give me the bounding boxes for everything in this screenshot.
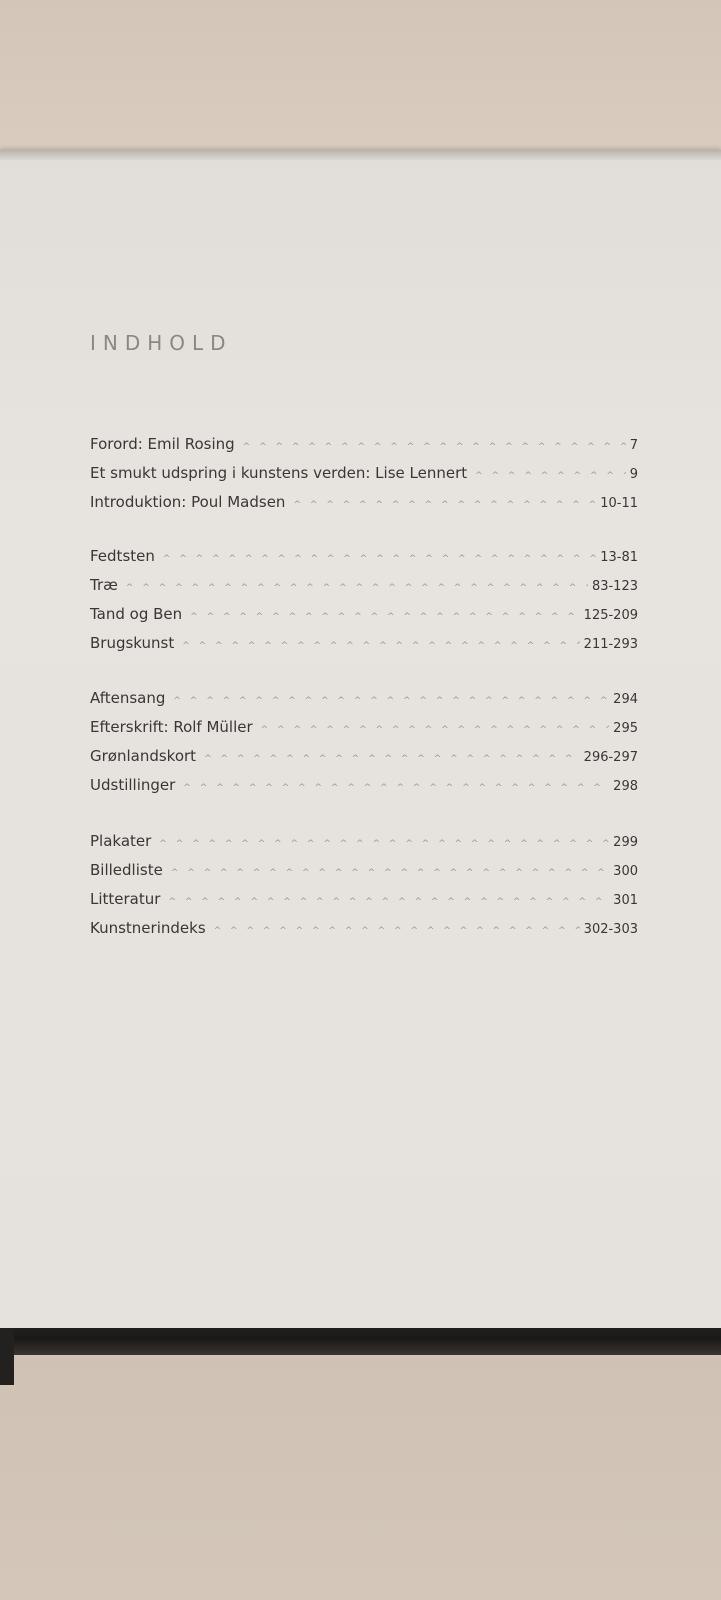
toc-entry-title: Forord: Emil Rosing (90, 435, 235, 453)
toc-entry (90, 547, 638, 576)
toc-entry (90, 890, 638, 919)
page-title: INDHOLD (90, 331, 233, 356)
toc-entry-page: 125-209 (583, 608, 638, 623)
toc-entry-page: 300 (613, 864, 638, 879)
toc-leader (293, 500, 596, 510)
toc-entry-title: Tand og Ben (90, 605, 183, 623)
toc-entry-title: Aftensang (90, 689, 166, 707)
toc-entry-page: 83-123 (591, 579, 638, 594)
toc-entry-title: Kunstnerindeks (90, 919, 206, 937)
toc-entry-title: Billedliste (90, 861, 163, 879)
toc-entry-title: Fedtsten (90, 547, 155, 565)
toc-entry (90, 747, 638, 776)
toc-entry (90, 464, 638, 493)
toc-entry-page: 13-81 (600, 550, 638, 565)
toc-leader (159, 839, 609, 849)
table-surface-lower (0, 1350, 721, 1600)
toc-entry-page: 301 (613, 893, 638, 908)
page-top-edge (0, 150, 721, 160)
toc-leader (173, 696, 609, 706)
toc-leader (261, 725, 610, 735)
toc-leader (171, 868, 609, 878)
toc-entry-title: Litteratur (90, 890, 161, 908)
toc-group-closing (90, 689, 638, 805)
toc-entry-title: Et smukt udspring i kunstens verden: Lise Lennert (90, 464, 468, 482)
toc-entry (90, 832, 638, 861)
toc-entry (90, 919, 638, 948)
toc-entry-title: Grønlandskort (90, 747, 197, 765)
toc-entry-page: 298 (613, 779, 638, 794)
toc-entry-page: 211-293 (583, 637, 638, 652)
toc-entry (90, 634, 638, 663)
toc-leader (168, 897, 609, 907)
toc-entry-page: 7 (629, 438, 638, 453)
toc-leader (163, 554, 596, 564)
toc-entry-page: 10-11 (600, 496, 638, 511)
toc-entry-page: 296-297 (583, 750, 638, 765)
toc-leader (214, 926, 580, 936)
toc-entry-page: 295 (613, 721, 638, 736)
toc-entry-page: 294 (613, 692, 638, 707)
toc-entry-title: Brugskunst (90, 634, 175, 652)
toc-entry-title: Efterskrift: Rolf Müller (90, 718, 253, 736)
toc-leader (204, 754, 580, 764)
toc-entry-page: 299 (613, 835, 638, 850)
toc-entry (90, 689, 638, 718)
toc-leader (183, 783, 609, 793)
toc-entry (90, 776, 638, 805)
toc-entry (90, 576, 638, 605)
toc-entry-title: Introduktion: Poul Madsen (90, 493, 286, 511)
toc-leader (190, 612, 580, 622)
toc-entry-title: Træ (90, 576, 118, 594)
toc-entry (90, 718, 638, 747)
toc-leader (243, 442, 626, 452)
toc-entry (90, 435, 638, 464)
toc-entry-page: 302-303 (583, 922, 638, 937)
toc-leader (126, 583, 588, 593)
toc-group-appendix (90, 832, 638, 948)
toc-group-materials (90, 547, 638, 663)
toc-entry-page: 9 (629, 467, 638, 482)
toc-group-front-matter (90, 435, 638, 522)
toc-leader (475, 471, 626, 481)
toc-entry-title: Udstillinger (90, 776, 176, 794)
toc-entry (90, 605, 638, 634)
toc-entry (90, 493, 638, 522)
toc-entry (90, 861, 638, 890)
toc-leader (182, 641, 579, 651)
toc-entry-title: Plakater (90, 832, 152, 850)
